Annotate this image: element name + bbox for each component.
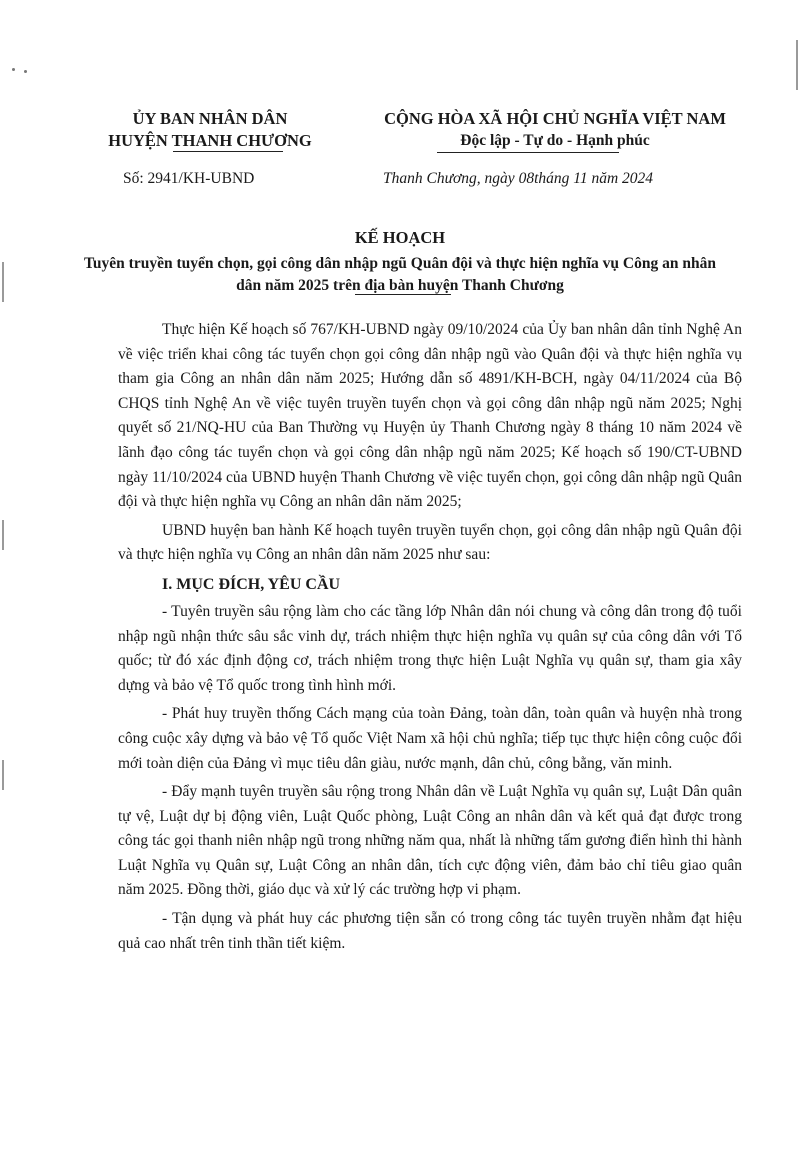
scan-dot xyxy=(24,70,27,73)
scan-dot xyxy=(12,68,15,71)
bullet-paragraph: - Đẩy mạnh tuyên truyền sâu rộng trong Nhân dân về Luật Nghĩa vụ quân sự, Luật Dân quân tự vệ, Luật dự bị động viên, Luật Quốc phòng, Luật Công an nhân dân và kết quả đạt được trong công tác gọi thanh niên nhập ngũ trong những năm qua, nhất là những tấm gương điển hình thi hành Luật Nghĩa vụ Quân sự, Luật Công an nhân dân, tích cực động viên, đảm bảo chỉ tiêu giao quân năm 2025. Đồng thời, giáo dục và xử lý các trường hợp vi phạm. xyxy=(118,783,742,899)
bullet-paragraph: - Tuyên truyền sâu rộng làm cho các tầng lớp Nhân dân nói chung và công dân trong độ tuổi nhập ngũ nhận thức sâu sắc vinh dự, trách nhiệm thực hiện nghĩa vụ quân sự của công dân với Tổ quốc; từ đó xác định động cơ, trách nhiệm trong thực hiện Luật Nghĩa vụ quân sự, tham gia xây dựng và bảo vệ Tổ quốc trong tình hình mới. xyxy=(118,602,742,694)
org-line-1: ỦY BAN NHÂN DÂN xyxy=(132,109,288,128)
bullet-paragraph: - Tận dụng và phát huy các phương tiện sẵn có trong công tác tuyên truyền nhằm đạt hiệu quả cao nhất trên tinh thần tiết kiệm. xyxy=(118,910,742,952)
national-motto: Độc lập - Tự do - Hạnh phúc xyxy=(460,132,650,149)
intro-paragraph: Thực hiện Kế hoạch số 767/KH-UBND ngày 09/10/2024 của Ủy ban nhân dân tỉnh Nghệ An về việc triển khai công tác tuyển chọn gọi công dân nhập ngũ vào Quân đội và thực hiện nghĩa vụ tham gia Công an nhân dân năm 2025; Hướng dẫn số 4891/KH-BCH, ngày 04/11/2024 của Bộ CHQS tỉnh Nghệ An về việc tuyên truyền tuyển chọn và gọi công dân nhập ngũ năm 2025; Nghị quyết số 21/NQ-HU của Ban Thường vụ Huyện ủy Thanh Chương ngày 8 tháng 10 năm 2024 về lãnh đạo công tác tuyển chọn và gọi công dân nhập ngũ năm 2025; Kế hoạch số 190/CT-UBND ngày 11/10/2024 của UBND huyện Thanh Chương về việc tuyển chọn, gọi công dân nhập ngũ Quân đội và thực hiện nghĩa vụ Công an nhân dân năm 2025; xyxy=(118,321,742,511)
org-line-2: HUYỆN THANH CHƯƠNG xyxy=(108,131,312,150)
motto-underline xyxy=(437,152,619,153)
place-and-date: Thanh Chương, ngày 08tháng 11 năm 2024 xyxy=(383,170,654,187)
document-body xyxy=(118,318,742,956)
org-underline xyxy=(173,151,283,152)
decision-paragraph: UBND huyện ban hành Kế hoạch tuyên truyền tuyển chọn, gọi công dân nhập ngũ Quân đội và thực hiện nghĩa vụ Công an nhân dân năm 2025 như sau: xyxy=(118,521,742,564)
nation-line-1: CỘNG HÒA XÃ HỘI CHỦ NGHĨA VIỆT NAM xyxy=(384,109,726,128)
scan-margin-mark xyxy=(2,760,4,790)
national-heading xyxy=(335,108,775,152)
subtitle-text: Tuyên truyền tuyển chọn, gọi công dân nhập ngũ Quân đội và thực hiện nghĩa vụ Công an nhân dân năm 2025 trên địa bàn huyện Thanh Chương xyxy=(84,255,716,294)
document-title: KẾ HOẠCH xyxy=(354,228,446,247)
section-heading: I. MỤC ĐÍCH, YÊU CẦU xyxy=(162,575,341,593)
bullet-paragraph: - Phát huy truyền thống Cách mạng của toàn Đảng, toàn dân, toàn quân và huyện nhà trong công cuộc xây dựng và bảo vệ Tổ quốc Việt Nam xã hội chủ nghĩa; tiếp tục thực hiện công cuộc đổi mới toàn diện của Đảng vì mục tiêu dân giàu, nước mạnh, dân chủ, công bằng, văn minh. xyxy=(118,705,742,772)
document-subtitle xyxy=(0,253,800,297)
issuing-organization xyxy=(80,108,340,152)
document-number: Số: 2941/KH-UBND xyxy=(123,170,255,187)
scan-margin-mark xyxy=(796,40,798,90)
scan-margin-mark xyxy=(2,520,4,550)
subtitle-underline xyxy=(355,294,451,295)
